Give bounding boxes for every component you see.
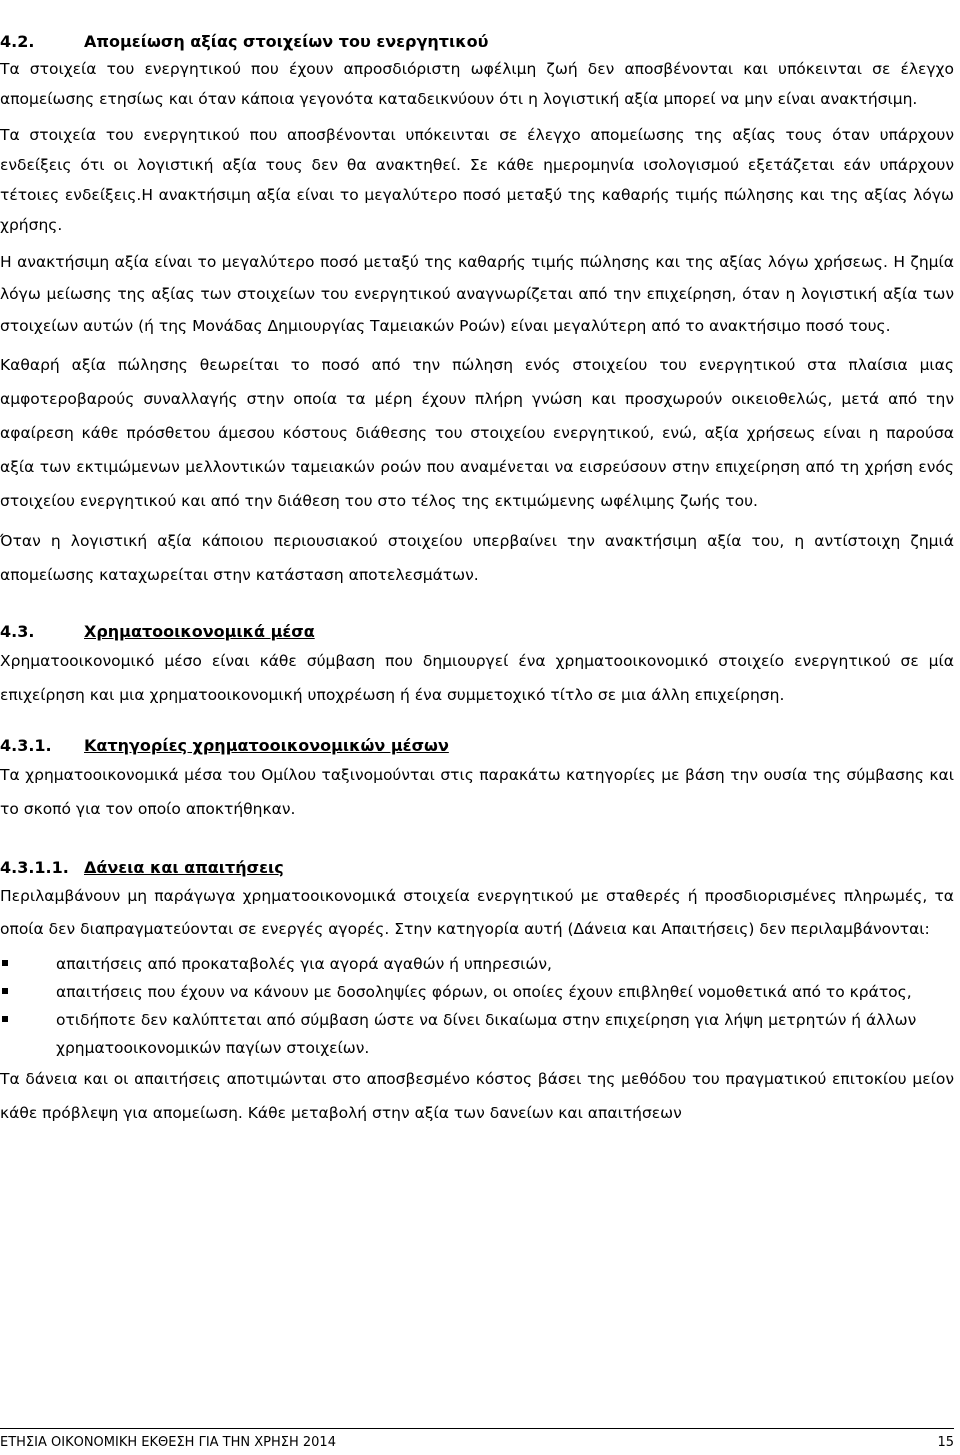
paragraph: Τα στοιχεία του ενεργητικού που αποσβένονται υπόκεινται σε έλεγχο απομείωσης της αξίας τους όταν υπάρχουν ενδείξεις ότι οι λογιστική αξία τους δεν θα ανακτηθεί. Σε κάθε ημερομηνία ισολογισμού εξετάζεται εάν υπάρχουν τέτοιες ενδείξεις.Η ανακτήσιμη αξία είναι το μεγαλύτερο ποσό μεταξύ της καθαρής τιμής πώλησης και της αξίας λόγω χρήσης. bbox=[0, 126, 954, 234]
document-body bbox=[0, 30, 954, 1130]
square-bullet-icon bbox=[2, 960, 8, 966]
section-heading-4-2 bbox=[0, 30, 954, 54]
paragraph: Η ανακτήσιμη αξία είναι το μεγαλύτερο ποσό μεταξύ της καθαρής τιμής πώλησης και της αξίας λόγω χρήσεως. Η ζημία λόγω μείωσης της αξίας των στοιχείων του ενεργητικού αναγνωρίζεται από την επιχείρηση, όταν η λογιστική αξία των στοιχείων αυτών (ή της Μονάδας Δημιουργίας Ταμειακών Ροών) είναι μεγαλύτερη από το ανακτήσιμο ποσό τους. bbox=[0, 253, 954, 335]
section-number: 4.3.1. bbox=[0, 736, 52, 755]
page-footer bbox=[0, 1428, 954, 1450]
section-number: 4.2. bbox=[0, 32, 35, 51]
section-heading-4-3-1 bbox=[0, 734, 954, 758]
bullet-list bbox=[0, 950, 954, 1062]
section-title: Χρηματοοικονομικά μέσα bbox=[84, 622, 315, 641]
list-item: οτιδήποτε δεν καλύπτεται από σύμβαση ώστε να δίνει δικαίωμα στην επιχείρηση για λήψη μετρητών ή άλλων χρηματοοικονομικών παγίων στοιχείων. bbox=[0, 1006, 954, 1062]
section-number: 4.3. bbox=[0, 622, 35, 641]
section-heading-4-3-1-1 bbox=[0, 856, 954, 880]
paragraph: Τα στοιχεία του ενεργητικού που έχουν απροσδιόριστη ωφέλιμη ζωή δεν αποσβένονται και υπόκεινται σε έλεγχο απομείωσης ετησίως και όταν κάποια γεγονότα καταδεικνύουν ότι η λογιστική αξία μπορεί να μην είναι ανακτήσιμη. bbox=[0, 60, 954, 108]
section-title: Απομείωση αξίας στοιχείων του ενεργητικού bbox=[84, 32, 489, 51]
paragraph: Καθαρή αξία πώλησης θεωρείται το ποσό από την πώληση ενός στοιχείου του ενεργητικού στα πλαίσια μιας αμφοτεροβαρούς συναλλαγής στην οποία τα μέρη έχουν πλήρη γνώση και προσχωρούν οικειοθελώς, μετά από την αφαίρεση κάθε πρόσθετου άμεσου κόστους διάθεσης του στοιχείου ενεργητικού, ενώ, αξία χρήσεως είναι η παρούσα αξία των εκτιμώμενων μελλοντικών ταμειακών ροών που αναμένεται να εισρεύσουν στην επιχείρηση από τη χρήση ενός στοιχείου ενεργητικού και από την διάθεση του στο τέλος της εκτιμώμενης ωφέλιμης ζωής του. bbox=[0, 356, 954, 510]
section-number: 4.3.1.1. bbox=[0, 858, 69, 877]
square-bullet-icon bbox=[2, 1016, 8, 1022]
paragraph: Τα δάνεια και οι απαιτήσεις αποτιμώνται στο αποσβεσμένο κόστος βάσει της μεθόδου του πραγματικού επιτοκίου μείον κάθε πρόβλεψη για απομείωση. Κάθε μεταβολή στην αξία των δανείων και απαιτήσεων bbox=[0, 1070, 954, 1122]
paragraph: Τα χρηματοοικονομικά μέσα του Ομίλου ταξινομούνται στις παρακάτω κατηγορίες με βάση την ουσία της σύμβασης και το σκοπό για τον οποίο αποκτήθηκαν. bbox=[0, 766, 954, 818]
paragraph: Όταν η λογιστική αξία κάποιου περιουσιακού στοιχείου υπερβαίνει την ανακτήσιμη αξία του, η αντίστοιχη ζημιά απομείωσης καταχωρείται στην κατάσταση αποτελεσμάτων. bbox=[0, 532, 954, 584]
paragraph: Χρηματοοικονομικό μέσο είναι κάθε σύμβαση που δημιουργεί ένα χρηματοοικονομικό στοιχείο ενεργητικού σε μία επιχείρηση και μια χρηματοοικονομική υποχρέωση ή ένα συμμετοχικό τίτλο σε μια άλλη επιχείρηση. bbox=[0, 652, 954, 704]
section-heading-4-3 bbox=[0, 620, 954, 644]
list-item: απαιτήσεις από προκαταβολές για αγορά αγαθών ή υπηρεσιών, bbox=[0, 950, 954, 978]
square-bullet-icon bbox=[2, 988, 8, 994]
section-title: Κατηγορίες χρηματοοικονομικών μέσων bbox=[84, 736, 449, 755]
footer-title: ΕΤΗΣΙΑ ΟΙΚΟΝΟΜΙΚΗ ΕΚΘΕΣΗ ΓΙΑ ΤΗΝ ΧΡΗΣΗ 2014 bbox=[0, 1435, 336, 1450]
list-item: απαιτήσεις που έχουν να κάνουν με δοσοληψίες φόρων, οι οποίες έχουν επιβληθεί νομοθετικά από το κράτος, bbox=[0, 978, 954, 1006]
page-number: 15 bbox=[937, 1435, 954, 1450]
paragraph: Περιλαμβάνουν μη παράγωγα χρηματοοικονομικά στοιχεία ενεργητικού με σταθερές ή προσδιορισμένες πληρωμές, τα οποία δεν διαπραγματεύονται σε ενεργές αγορές. Στην κατηγορία αυτή (Δάνεια και Απαιτήσεις) δεν περιλαμβάνονται: bbox=[0, 887, 954, 938]
section-title: Δάνεια και απαιτήσεις bbox=[84, 858, 284, 877]
